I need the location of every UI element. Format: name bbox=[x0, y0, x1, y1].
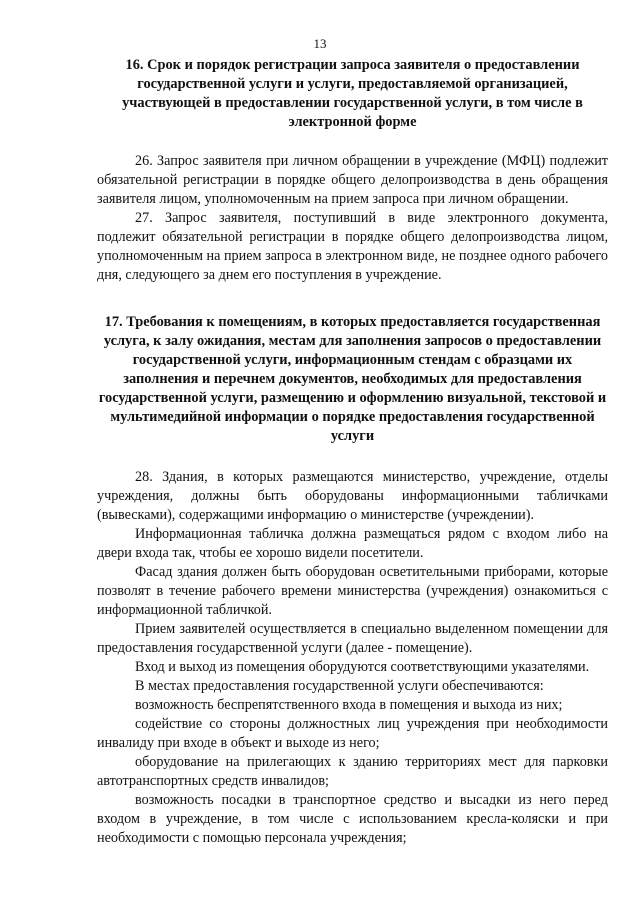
paragraph-reception: Прием заявителей осуществляется в специально выделенном помещении для предоставления государственной услуги (далее - помещение). bbox=[97, 621, 608, 656]
list-item-transport: возможность посадки в транспортное средство и высадки из него перед входом в учреждение, в том числе с использованием кресла-коляски и при необходимости с помощью персонала учреждения; bbox=[97, 792, 608, 846]
page-number: 13 bbox=[313, 36, 327, 51]
list-item-assistance: содействие со стороны должностных лиц учреждения при необходимости инвалиду при входе в объект и выходе из него; bbox=[97, 716, 608, 751]
paragraph-provided: В местах предоставления государственной услуги обеспечиваются: bbox=[135, 678, 544, 694]
page-content bbox=[97, 56, 608, 848]
list-item-access: возможность беспрепятственного входа в помещения и выхода из них; bbox=[135, 697, 563, 713]
section-16-heading: 16. Срок и порядок регистрации запроса заявителя о предоставлении государственной услуги и услуги, предоставляемой организацией, участвующей в предоставлении государственной услуги, в том числе в электронной форме bbox=[122, 57, 583, 130]
list-item-parking: оборудование на прилегающих к зданию территориях мест для парковки автотранспортных средств инвалидов; bbox=[97, 754, 608, 789]
section-17-heading: 17. Требования к помещениям, в которых предоставляется государственная услуга, к залу ожидания, местам для заполнения запросов о предоставлении государственной услуги, информационным стендам с образцами их заполнения и перечнем документов, необходимых для предоставления государственной услуги, размещению и оформлению визуальной, текстовой и мультимедийной информации о порядке предоставления государственной услуги bbox=[98, 314, 607, 444]
paragraph-facade: Фасад здания должен быть оборудован осветительными приборами, которые позволят в течение рабочего времени министерства (учреждения) ознакомиться с информационной табличкой. bbox=[97, 564, 608, 618]
paragraph-26: 26. Запрос заявителя при личном обращении в учреждение (МФЦ) подлежит обязательной регистрации в порядке общего делопроизводства в день обращения заявителя лицом, уполномоченным на прием запроса при личном обращении. bbox=[97, 153, 608, 207]
paragraph-27: 27. Запрос заявителя, поступивший в виде электронного документа, подлежит обязательной регистрации в порядке общего делопроизводства лицом, уполномоченным на прием запроса в электронном виде, не позднее одного рабочего дня, следующего за днем его поступления в учреждение. bbox=[97, 210, 608, 283]
paragraph-info-plate: Информационная табличка должна размещаться рядом с входом либо на двери входа так, чтобы ее хорошо видели посетители. bbox=[97, 526, 608, 561]
paragraph-entrance: Вход и выход из помещения оборудуются соответствующими указателями. bbox=[135, 659, 590, 675]
paragraph-28: 28. Здания, в которых размещаются министерство, учреждение, отделы учреждения, должны быть оборудованы информационными табличками (вывесками), содержащими информацию о министерстве (учреждении). bbox=[97, 469, 608, 523]
